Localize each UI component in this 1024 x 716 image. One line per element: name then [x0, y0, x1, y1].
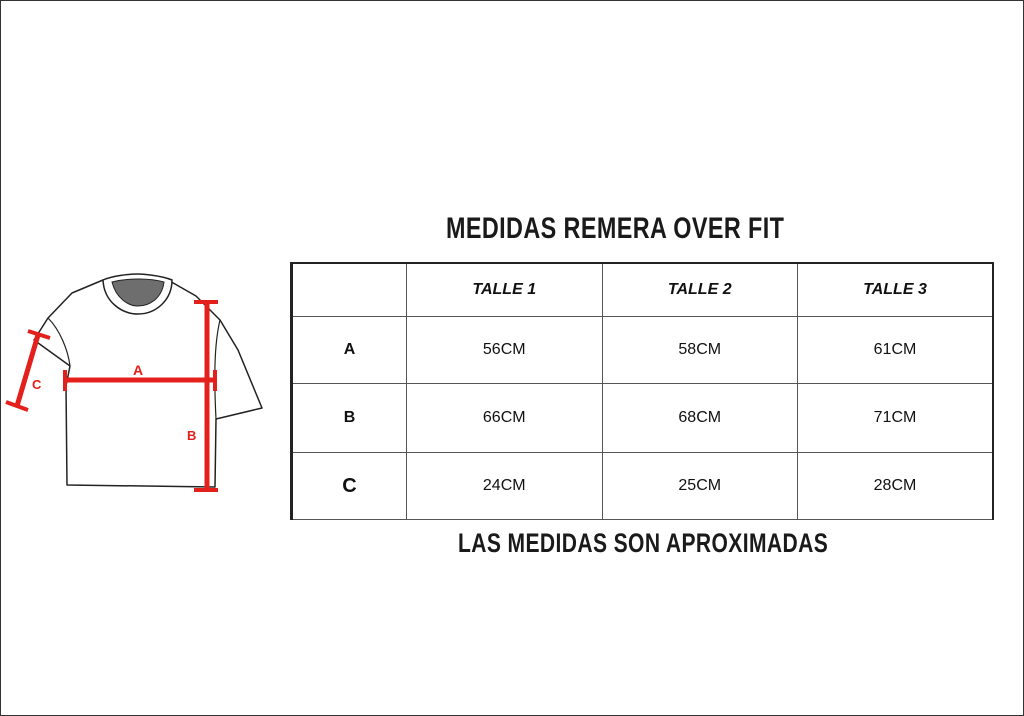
- table-cell: 71CM: [798, 384, 994, 453]
- footer-note: LAS MEDIDAS SON APROXIMADAS: [458, 528, 829, 558]
- table-cell: 24CM: [407, 453, 603, 520]
- row-label: C: [292, 453, 407, 520]
- table-corner-cell: [292, 263, 407, 317]
- table-cell: 28CM: [798, 453, 994, 520]
- table-cell: 58CM: [602, 317, 798, 384]
- page-title: MEDIDAS REMERA OVER FIT: [446, 212, 785, 245]
- table-row: [292, 453, 994, 520]
- table-row: [292, 384, 994, 453]
- size-table: [290, 262, 994, 520]
- tshirt-diagram: [0, 260, 280, 510]
- table-cell: 56CM: [407, 317, 603, 384]
- row-label: A: [292, 317, 407, 384]
- table-header-cell: TALLE 1: [407, 263, 603, 317]
- label-c: C: [32, 377, 42, 392]
- table-cell: 61CM: [798, 317, 994, 384]
- label-a: A: [133, 362, 144, 378]
- table-header-cell: TALLE 2: [602, 263, 798, 317]
- table-row: [292, 317, 994, 384]
- label-b: B: [187, 428, 197, 443]
- table-header-cell: TALLE 3: [798, 263, 994, 317]
- table-cell: 25CM: [602, 453, 798, 520]
- row-label: B: [292, 384, 407, 453]
- table-cell: 66CM: [407, 384, 603, 453]
- table-header-row: [292, 263, 994, 317]
- table-cell: 68CM: [602, 384, 798, 453]
